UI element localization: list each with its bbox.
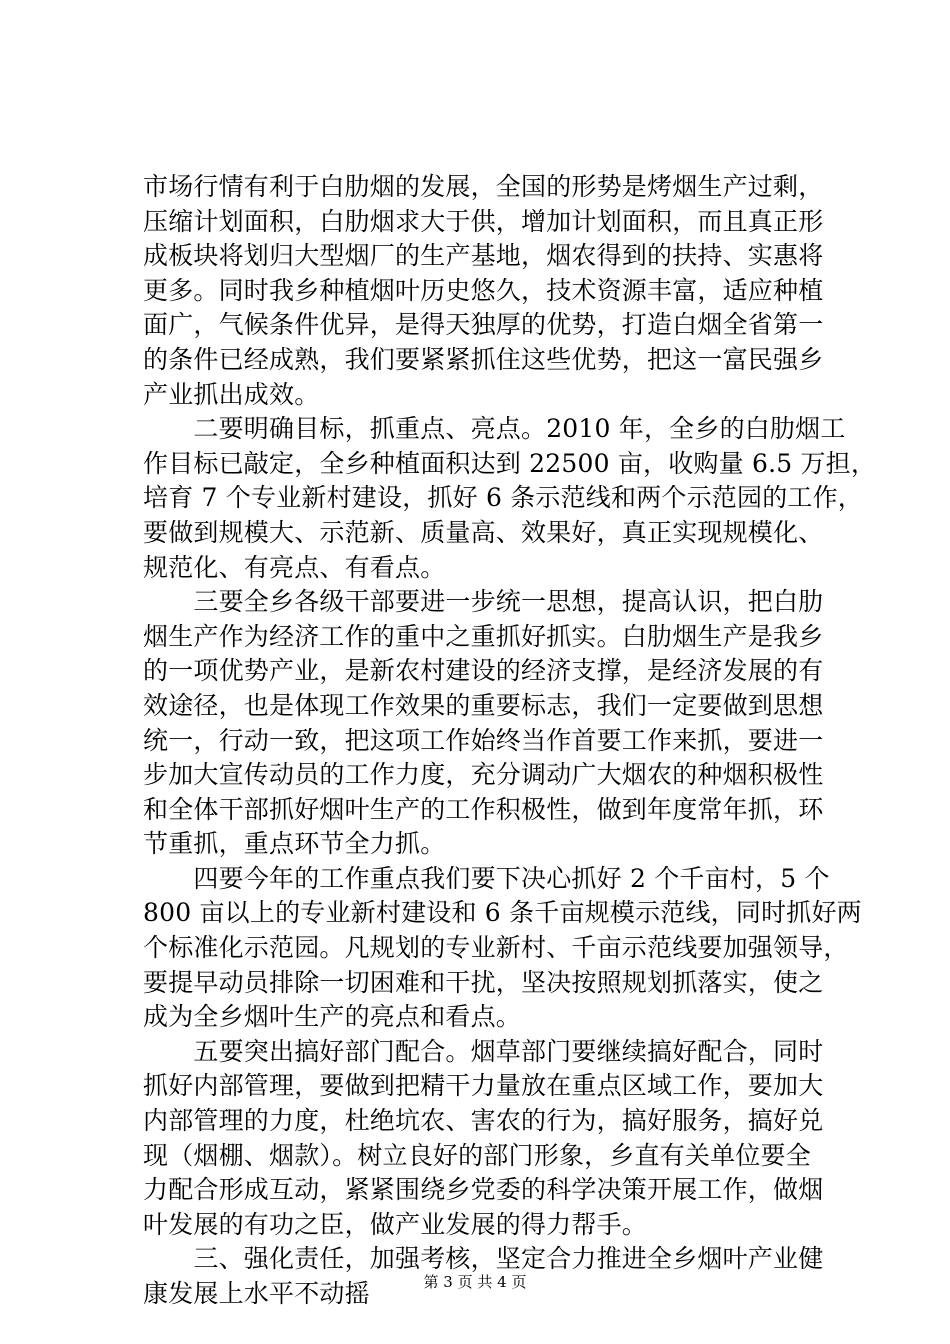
text-line: 康发展上水平不动摇 <box>143 1279 370 1308</box>
text-line: 的条件已经成熟，我们要紧紧抓住这些优势，把这一富民强乡 <box>143 344 824 374</box>
text-line: 面广，气候条件优异，是得天独厚的优势，打造白烟全省第一 <box>143 310 824 340</box>
text-line: 步加大宣传动员的工作力度，充分调动广大烟农的种烟积极性 <box>143 760 824 790</box>
text-line: 的一项优势产业，是新农村建设的经济支撑，是经济发展的有 <box>143 656 824 686</box>
text-line: 统一，行动一致，把这项工作始终当作首要工作来抓，要进一 <box>143 725 824 755</box>
text-line: 个标准化示范园。凡规划的专业新村、千亩示范线要加强领导， <box>143 933 849 963</box>
text-line: 成为全乡烟叶生产的亮点和看点。 <box>143 1002 522 1032</box>
text-line: 三要全乡各级干部要进一步统一思想，提高认识，把白肋 <box>143 587 824 617</box>
text-line: 现（烟棚、烟款）。树立良好的部门形象，乡直有关单位要全 <box>143 1140 811 1170</box>
text-line: 要提早动员排除一切困难和干扰，坚决按照规划抓落实，使之 <box>143 967 824 997</box>
text-line: 成板块将划归大型烟厂的生产基地，烟农得到的扶持、实惠将 <box>143 241 824 271</box>
text-line: 二要明确目标，抓重点、亮点。2010 年，全乡的白肋烟工 <box>143 414 846 444</box>
text-line: 压缩计划面积，白肋烟求大于供，增加计划面积，而且真正形 <box>143 206 824 236</box>
text-line: 800 亩以上的专业新村建设和 6 条千亩规模示范线，同时抓好两 <box>143 898 862 928</box>
text-line: 效途径，也是体现工作效果的重要标志，我们一定要做到思想 <box>143 690 824 720</box>
text-line: 力配合形成互动，紧紧围绕乡党委的科学决策开展工作，做烟 <box>143 1175 824 1205</box>
text-line: 培育 7 个专业新村建设，抓好 6 条示范线和两个示范园的工作， <box>143 483 864 513</box>
text-line: 产业抓出成效。 <box>143 379 320 409</box>
text-line: 五要突出搞好部门配合。烟草部门要继续搞好配合，同时 <box>143 1036 824 1066</box>
text-line: 更多。同时我乡种植烟叶历史悠久，技术资源丰富，适应种植 <box>143 275 824 305</box>
text-line: 抓好内部管理，要做到把精干力量放在重点区域工作，要加大 <box>143 1071 824 1101</box>
text-line: 烟生产作为经济工作的重中之重抓好抓实。白肋烟生产是我乡 <box>143 621 824 651</box>
text-line: 要做到规模大、示范新、质量高、效果好，真正实现规模化、 <box>143 517 824 547</box>
text-line: 和全体干部抓好烟叶生产的工作积极性，做到年度常年抓，环 <box>143 794 824 824</box>
text-line: 市场行情有利于白肋烟的发展，全国的形势是烤烟生产过剩， <box>143 172 824 201</box>
page-footer <box>0 1272 950 1292</box>
text-line: 叶发展的有功之臣，做产业发展的得力帮手。 <box>143 1209 648 1239</box>
text-line: 四要今年的工作重点我们要下决心抓好 2 个千亩村，5 个 <box>143 863 830 893</box>
text-line: 规范化、有亮点、有看点。 <box>143 552 446 582</box>
text-line: 作目标已敲定，全乡种植面积达到 22500 亩，收购量 6.5 万担， <box>143 448 877 478</box>
document-body <box>143 170 877 1312</box>
text-line: 节重抓，重点环节全力抓。 <box>143 829 446 859</box>
page-number-label: 第 3 页 共 4 页 <box>423 1273 527 1291</box>
text-line: 三、强化责任，加强考核，坚定合力推进全乡烟叶产业健 <box>143 1244 824 1274</box>
text-line: 内部管理的力度，杜绝坑农、害农的行为，搞好服务，搞好兑 <box>143 1106 824 1136</box>
